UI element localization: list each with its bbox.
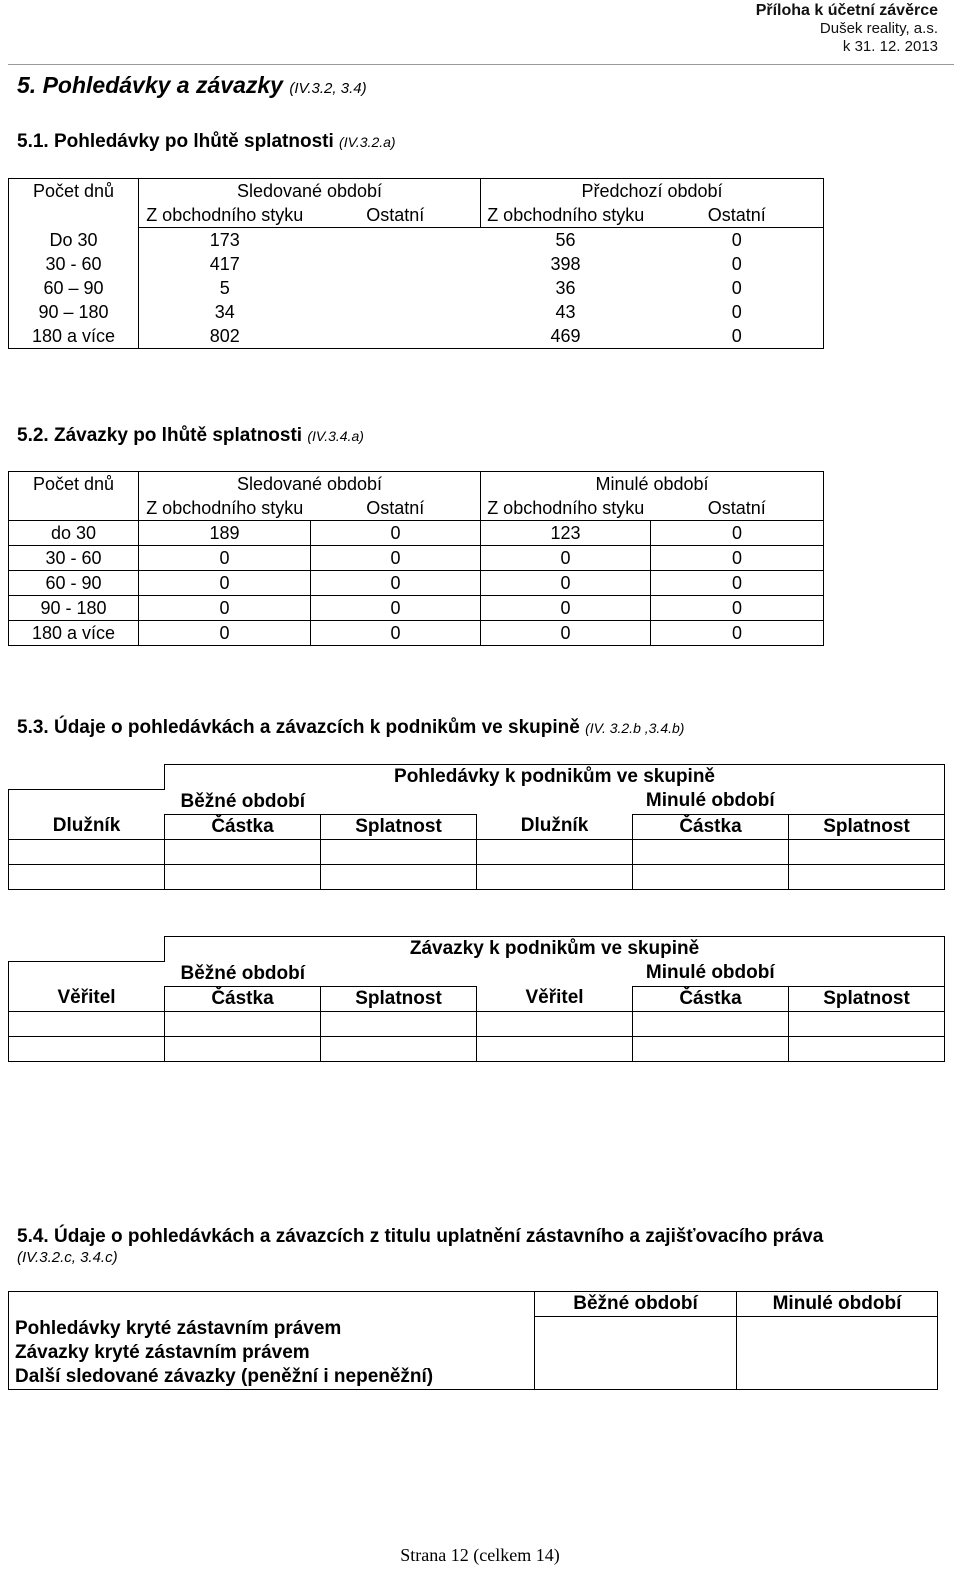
col-header: Částka: [633, 986, 789, 1011]
section-title-text: 5. Pohledávky a závazky: [17, 72, 283, 98]
cell-value: 173: [209, 230, 240, 250]
payables-overdue-table: [8, 471, 824, 646]
col-header: Částka: [165, 986, 321, 1011]
cell-value: 802: [139, 324, 311, 349]
row-label: 180 a více: [9, 324, 139, 349]
trade-header: Z obchodního styku: [139, 203, 311, 228]
col-header: Částka: [165, 814, 321, 839]
cell-value: 56: [555, 230, 576, 250]
s51-heading: [17, 131, 396, 153]
cell-value: 0: [481, 571, 651, 596]
cell-value: 0: [139, 546, 311, 571]
cell-value: 0: [311, 596, 481, 621]
cell-value: 0: [651, 300, 824, 324]
row-label: 60 – 90: [9, 276, 139, 300]
col-header: Splatnost: [789, 814, 945, 839]
cell-value: 34: [214, 302, 235, 322]
pledge-table: [8, 1291, 938, 1390]
row-label: do 30: [9, 521, 139, 546]
col-header: Splatnost: [321, 986, 477, 1011]
cell-value: 0: [311, 546, 481, 571]
table-row: [9, 839, 945, 864]
other-header: Ostatní: [651, 203, 824, 228]
cell-value: 0: [139, 596, 311, 621]
s51-ref: (IV.3.2.a): [339, 134, 396, 150]
previous-period-header: Předchozí období: [481, 179, 824, 204]
row-label: 90 – 180: [9, 300, 139, 324]
cell-value: 43: [555, 302, 576, 322]
group-receivables-title: Pohledávky k podnikům ve skupině: [165, 765, 945, 790]
table-row: [9, 1365, 938, 1390]
cell-value: 0: [651, 276, 824, 300]
header-divider: [8, 64, 954, 65]
cell-value: 0: [651, 571, 824, 596]
col-header: Dlužník: [9, 814, 165, 839]
other-header: Ostatní: [311, 496, 481, 521]
col-header: Splatnost: [321, 814, 477, 839]
header-date: k 31. 12. 2013: [842, 38, 938, 55]
previous-period-header: Minulé období: [737, 1292, 938, 1317]
cell-value: 0: [311, 621, 481, 646]
table-row: [9, 864, 945, 889]
row-label: 90 - 180: [9, 596, 139, 621]
table-row: [9, 521, 824, 546]
cell-value: 189: [139, 521, 311, 546]
cell-value: 0: [139, 621, 311, 646]
table-row: [9, 300, 824, 324]
s53-heading: [17, 717, 684, 739]
previous-period-header: Minulé období: [477, 961, 945, 986]
table-row: [9, 1317, 938, 1341]
table-row: [9, 596, 824, 621]
row-label: 30 - 60: [9, 252, 139, 276]
row-label: 30 - 60: [9, 546, 139, 571]
trade-header: Z obchodního styku: [481, 203, 651, 228]
cell-value: 0: [651, 521, 824, 546]
table-row: [9, 546, 824, 571]
cell-value: 398: [550, 254, 581, 274]
cell-value: 0: [651, 621, 824, 646]
table-row: [9, 1341, 938, 1365]
s51-title: 5.1. Pohledávky po lhůtě splatnosti: [17, 131, 334, 152]
col-header: Dlužník: [477, 814, 633, 839]
cell-value: 0: [481, 621, 651, 646]
current-period-header: Běžné období: [535, 1292, 737, 1317]
col-header: Splatnost: [789, 986, 945, 1011]
table-row: [9, 1011, 945, 1036]
section-title: [17, 72, 367, 99]
col-days-header: Počet dnů: [9, 179, 139, 228]
s54-title: 5.4. Údaje o pohledávkách a závazcích z titulu uplatnění zástavního a zajišťovacího práva: [17, 1226, 824, 1247]
cell-value: 0: [651, 546, 824, 571]
cell-value: 36: [555, 278, 576, 298]
col-header: Částka: [633, 814, 789, 839]
cell-value: [311, 324, 481, 349]
row-label: Pohledávky kryté zástavním právem: [9, 1317, 535, 1341]
other-header: Ostatní: [311, 203, 481, 228]
row-label: 60 - 90: [9, 571, 139, 596]
table-row: [9, 571, 824, 596]
current-period-header: Sledované období: [139, 179, 481, 204]
s54-ref: (IV.3.2.c, 3.4.c): [17, 1249, 118, 1266]
cell-value: 417: [209, 254, 240, 274]
row-label: Závazky kryté zástavním právem: [9, 1341, 535, 1365]
table-row: [9, 276, 824, 300]
col-days-header: Počet dnů: [9, 472, 139, 521]
col-header: Věřitel: [477, 986, 633, 1011]
cell-value: 5: [219, 278, 230, 298]
current-period-header: Sledované období: [139, 472, 481, 497]
cell-value: [311, 252, 481, 276]
document-header: [756, 2, 938, 56]
group-payables-title: Závazky k podnikům ve skupině: [165, 937, 945, 962]
table-row: [9, 324, 824, 349]
cell-value: 0: [481, 596, 651, 621]
cell-value: 0: [651, 596, 824, 621]
cell-value: 469: [481, 324, 651, 349]
cell-value: 123: [481, 521, 651, 546]
s52-ref: (IV.3.4.a): [307, 428, 364, 444]
table-row: [9, 252, 824, 276]
cell-value: 0: [651, 252, 824, 276]
header-company: Dušek reality, a.s.: [819, 20, 938, 37]
page-number: Strana 12 (celkem 14): [400, 1545, 560, 1565]
row-label: 180 a více: [9, 621, 139, 646]
row-label: Další sledované závazky (peněžní i nepeněžní): [9, 1365, 535, 1390]
group-receivables-table: [8, 764, 945, 890]
section-ref: (IV.3.2, 3.4): [289, 80, 367, 97]
table-row: [9, 621, 824, 646]
trade-header: Z obchodního styku: [481, 496, 651, 521]
cell-value: 0: [311, 571, 481, 596]
s53-ref: (IV. 3.2.b ,3.4.b): [585, 720, 685, 736]
cell-value: 0: [651, 228, 824, 253]
current-period-header: Běžné období: [9, 789, 477, 814]
s52-title: 5.2. Závazky po lhůtě splatnosti: [17, 425, 303, 446]
cell-value: [311, 276, 481, 300]
current-period-header: Běžné období: [9, 961, 477, 986]
header-title: Příloha k účetní závěrce: [755, 2, 938, 19]
previous-period-header: Minulé období: [477, 789, 945, 814]
cell-value: 0: [139, 571, 311, 596]
previous-period-header: Minulé období: [481, 472, 824, 497]
group-payables-table: [8, 936, 945, 1062]
receivables-overdue-table: [8, 178, 824, 349]
cell-value: [311, 300, 481, 324]
cell-value: 0: [311, 521, 481, 546]
s53-title: 5.3. Údaje o pohledávkách a závazcích k podnikům ve skupině: [17, 717, 580, 738]
table-row: [9, 1036, 945, 1061]
trade-header: Z obchodního styku: [139, 496, 311, 521]
col-header: Věřitel: [9, 986, 165, 1011]
row-label: Do 30: [9, 228, 139, 253]
s52-heading: [17, 425, 364, 447]
cell-value: 0: [651, 324, 824, 349]
cell-value: [311, 228, 481, 253]
table-row: [9, 228, 824, 253]
cell-value: 0: [481, 546, 651, 571]
other-header: Ostatní: [651, 496, 824, 521]
